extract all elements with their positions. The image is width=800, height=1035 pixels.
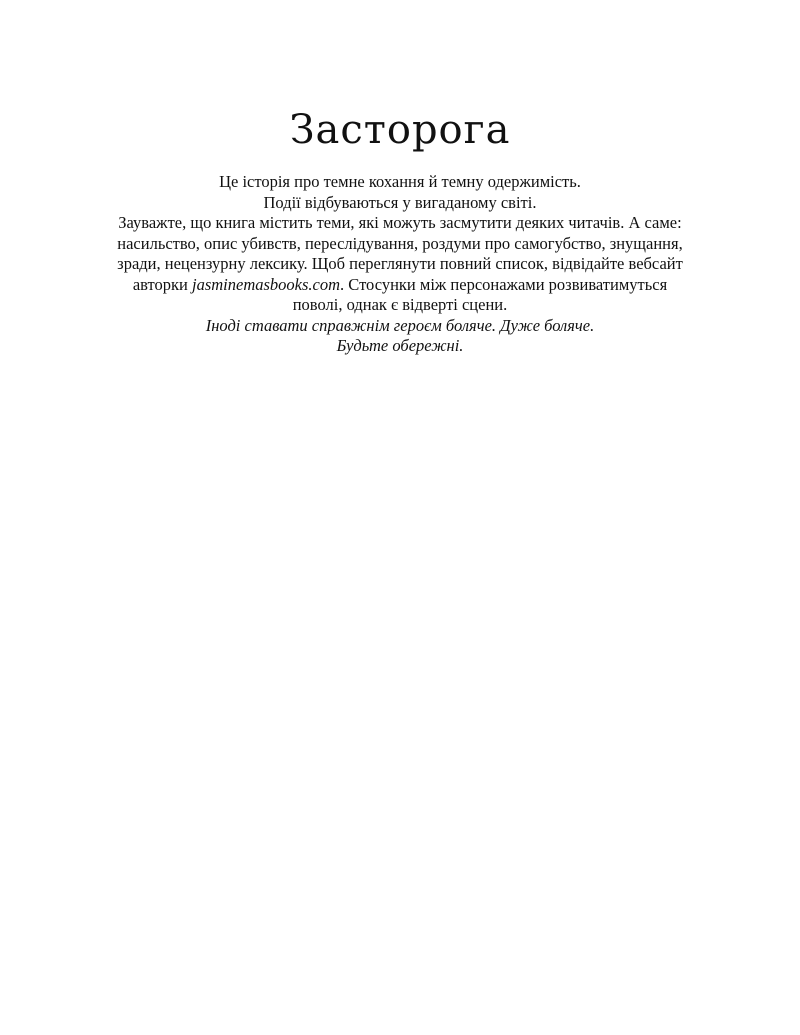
- warning-line-9: Будьте обережні.: [336, 336, 464, 355]
- warning-line-8: Іноді ставати справжнім героєм боляче. Дуже боляче.: [205, 315, 595, 335]
- page-title: Засторога: [289, 107, 511, 153]
- author-website: jasminemasbooks.com: [192, 274, 341, 294]
- warning-line-6: [90, 275, 710, 296]
- warning-line-3: Зауважте, що книга містить теми, які можуть засмутити деяких читачів. А саме:: [118, 213, 682, 232]
- warning-line-4: насильство, опис убивств, переслідування, роздуми про самогубство, знущання,: [117, 233, 683, 253]
- author-suffix: . Стосунки між персонажами розвиватимуться: [340, 274, 668, 294]
- author-prefix: авторки: [132, 274, 192, 294]
- warning-line-7: поволі, однак є відверті сцени.: [292, 295, 508, 314]
- warning-line-1: Це історія про темне кохання й темну одержимість.: [219, 172, 581, 191]
- warning-line-5: зради, нецензурну лексику. Щоб переглянути повний список, відвідайте вебсайт: [117, 254, 683, 273]
- warning-line-2: Події відбуваються у вигаданому світі.: [263, 192, 537, 212]
- warning-text: [90, 172, 710, 357]
